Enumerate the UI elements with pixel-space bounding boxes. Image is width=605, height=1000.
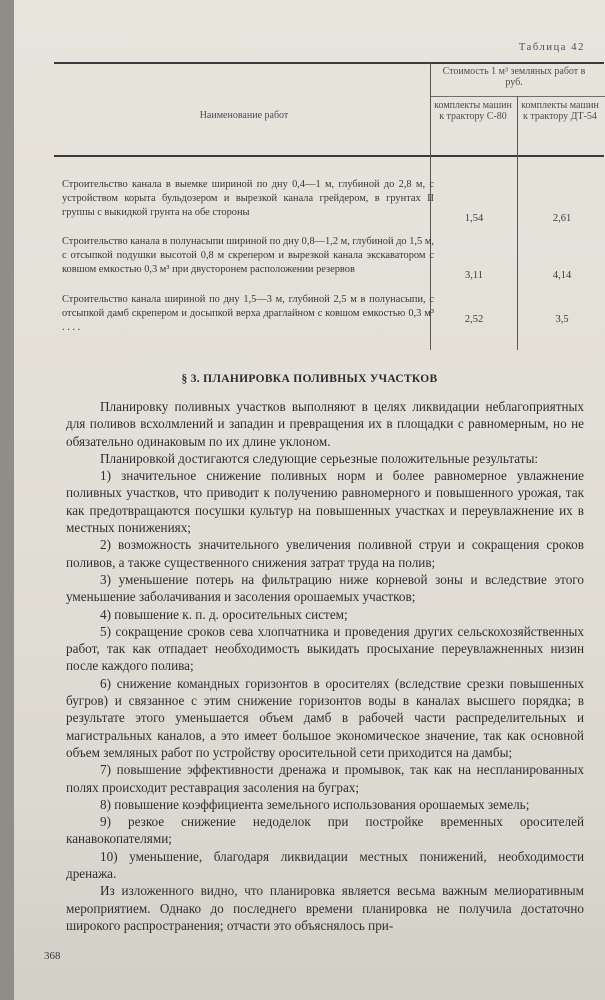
table-row-3-c80: 2,52 [464, 314, 484, 325]
header-col-dt54: комплекты машин к трактору ДТ-54 [521, 100, 599, 122]
table-row-1-dt54: 2,61 [552, 213, 572, 224]
list-item: 1) значительное снижение поливных норм и более равномерное увлажнение поливных участков, что приводит к получению равномерного и повышенного урожая, так как предотвращаются посушки культур на повышенных участках и переувлажнение их в местных понижениях; [66, 468, 584, 536]
header-work-name: Наименование работ [199, 110, 289, 121]
section-heading: § 3. ПЛАНИРОВКА ПОЛИВНЫХ УЧАСТКОВ [181, 373, 438, 385]
list-item: 10) уменьшение, благодаря ликвидации местных понижений, необходимости дренажа. [66, 848, 584, 882]
table-divider-cols [517, 96, 518, 350]
book-page [14, 0, 605, 1000]
table-row-2-text: Строительство канала в полунасыпи шириной по дну 0,8—1,2 м, глубиной до 1,5 м, с отсыпкой подушки высотой 0,8 м скрепером и вырезкой канала экскаватором с ковшом емкостью 0,3 м³ при двусторонем расположении резервов [62, 236, 434, 276]
header-col-c80: комплекты машин к трактору С-80 [434, 100, 512, 122]
table-row-3-dt54: 3,5 [555, 314, 569, 325]
paragraph: Планировку поливных участков выполняют в целях ликвидации неблагоприятных для поливов всхолмлений и западин и превращения их в площадки с равномерным, но не обязательно одинаковым по их длине уклоном. [66, 399, 584, 449]
page-number: 368 [44, 950, 61, 962]
list-item: 4) повышение к. п. д. оросительных систем; [100, 606, 348, 622]
list-item: 7) повышение эффективности дренажа и промывок, так как на неспланированных полях происходит реставрация засоления на буграх; [66, 762, 584, 795]
header-cost: Стоимость 1 м³ земляных работ в руб. [442, 66, 586, 88]
list-item: 2) возможность значительного увеличения поливной струи и сокращения сроков поливов, а также существенного снижения затрат труда на полив; [66, 537, 584, 570]
header-bottom-rule [54, 155, 604, 157]
list-item: 9) резкое снижение недоделок при постройке временных оросителей канавокопателями; [66, 814, 584, 847]
table-row-2-c80: 3,11 [465, 270, 483, 281]
table-top-rule [54, 62, 604, 64]
table-caption: Таблица 42 [518, 42, 585, 53]
table-row-1-c80: 1,54 [464, 213, 484, 224]
list-item: 3) уменьшение потерь на фильтрацию ниже корневой зоны и вследствие этого уменьшение заболачивания и засоления орошаемых участков; [66, 571, 584, 605]
table-row-3-text: Строительство канала шириной по дну 1,5—3 м, глубиной 2,5 м в полунасыпи, с отсыпкой дамб скрепером и досыпкой верха драглайном с ковшом емкостью 0,3 м³ . . . . [62, 294, 434, 334]
table-row-1-text: Строительство канала в выемке шириной по дну 0,4—1 м, глубиной до 2,8 м, с устройством корыта бульдозером и вырезкой канала грейдером, в грунтах II группы с выкидкой грунта на обе стороны [62, 179, 434, 219]
paragraph: Планировкой достигаются следующие серьезные положительные результаты: [100, 450, 539, 466]
table-row-2-dt54: 4,14 [552, 270, 572, 281]
list-item: 6) снижение командных горизонтов в оросителях (вследствие срезки повышенных бугров) и связанное с этим снижение горизонтов воды в каналах высшего порядка; в результате этого уменьшается объем дамб в рабочей части распределительных и магистральных каналов, а это имеет большое экономическое значение, так как основной объем земляных работ по устройству оросительной сети приходится на дамбы; [66, 675, 584, 760]
paragraph: Из изложенного видно, что планировка является весьма важным мелиоративным мероприятием. Однако до последнего времени планировка не получила достаточно широкого распространения; отчасти это объяснялось при- [66, 883, 584, 933]
list-item: 8) повышение коэффициента земельного использования орошаемых земель; [100, 796, 530, 812]
body-text [66, 398, 584, 934]
list-item: 5) сокращение сроков сева хлопчатника и проведения других сельскохозяйственных работ, так как отпадает необходимость выкидать просыхание переувлажненных низин после каждого полива; [66, 623, 584, 674]
